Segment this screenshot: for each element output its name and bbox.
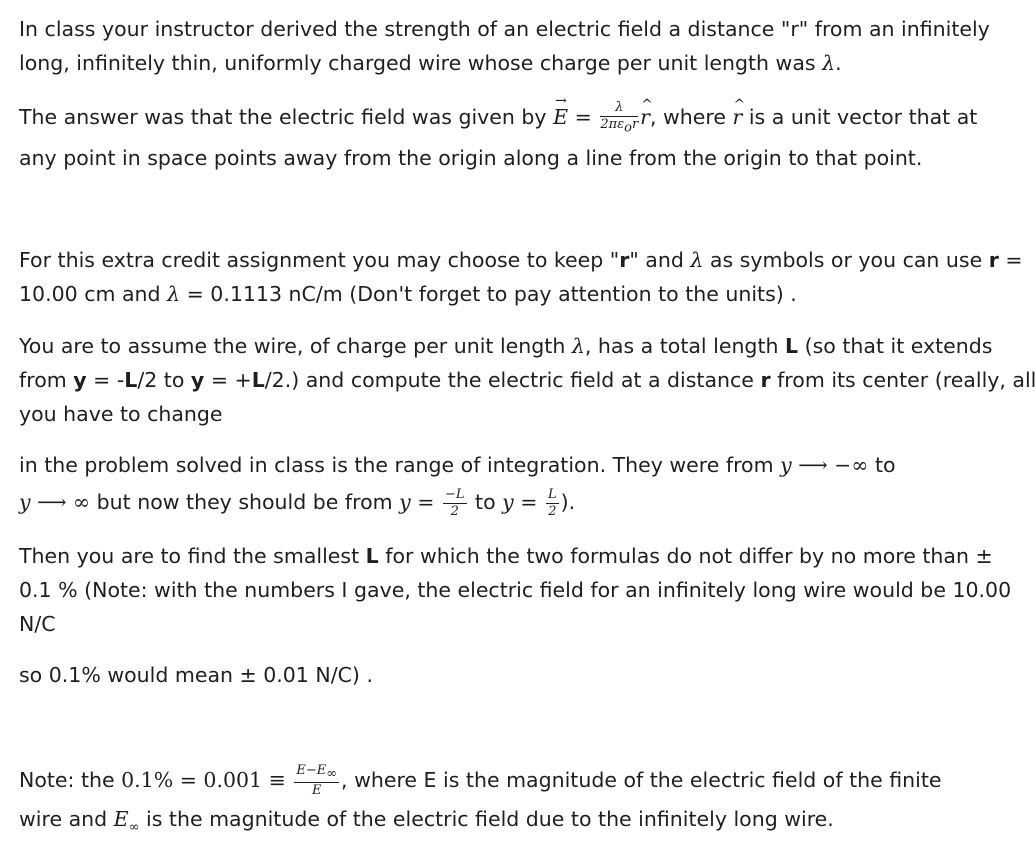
L-bold: L [785, 334, 799, 358]
p2-line1 [19, 100, 977, 135]
y-symbol: y [502, 490, 514, 514]
math-expression: 0.1% = 0.001 ≡ [121, 768, 286, 792]
fraction-denominator: E [311, 783, 322, 799]
text: , has a total length [584, 334, 779, 358]
text: , where E is the magnitude of the electric field of the finite [341, 768, 942, 792]
p3-line2 [19, 277, 797, 311]
text: In class your instructor derived the strength of an electric field a distance "r" from an infinitely [19, 17, 990, 41]
text: long, infinitely thin, uniformly charged wire whose charge per unit length was [19, 51, 816, 75]
fraction-denominator: 2 [548, 503, 557, 519]
L-bold: L [365, 544, 379, 568]
text: /2 to [137, 368, 185, 392]
L-bold: L [251, 368, 265, 392]
num-part: E−E [296, 762, 327, 778]
text: from its center (really, all [777, 368, 1036, 392]
y-symbol: y [399, 490, 411, 514]
text: is a unit vector that at [748, 105, 978, 129]
p5-line2: y ⟶ ∞ but now they should be from y = $\frac{-L}{2}$ to y = $\frac{L}{2}$ ). [19, 486, 576, 519]
p1-line2 [19, 46, 842, 80]
fraction-numerator: −L [444, 486, 465, 502]
p6-line4 [19, 658, 373, 692]
p7-line1 [19, 763, 942, 798]
L-bold: L [124, 368, 138, 392]
text: wire and [19, 807, 108, 831]
text: = [1005, 248, 1023, 272]
p6-line1 [19, 539, 993, 573]
rhat-symbol-2: ^ r [733, 100, 743, 134]
text: = 0.1113 nC/m (Don't forget to pay attention to the units) . [186, 282, 797, 306]
text: but now they should be from [96, 490, 393, 514]
y-symbol: y [780, 453, 792, 477]
text: For this extra credit assignment you may choose to keep " [19, 248, 620, 272]
den-sub: o [624, 120, 632, 136]
upper-limit-fraction [546, 488, 559, 519]
r-bold: r [619, 248, 630, 272]
text: (so that it extends [804, 334, 993, 358]
text: you have to change [19, 402, 223, 426]
text: " and [629, 248, 684, 272]
p7-line2 [19, 802, 834, 845]
field-fraction [600, 101, 638, 136]
text: for which the two formulas do not differ by no more than ± [385, 544, 993, 568]
fraction-numerator: L [548, 486, 557, 502]
text: The answer was that the electric field was given by [19, 105, 547, 129]
arrow: ⟶ [37, 490, 67, 514]
den-part: 2πε [600, 116, 625, 132]
einf-sub: ∞ [128, 820, 140, 836]
y-bold: y [190, 368, 205, 392]
r-bold: r [760, 368, 771, 392]
text: ). [560, 490, 576, 514]
text: /2.) and compute the electric field at a distance [264, 368, 754, 392]
ratio-fraction [294, 764, 339, 799]
infinity: ∞ [73, 490, 91, 514]
text: any point in space points away from the origin along a line from the origin to that point. [19, 146, 923, 170]
lambda-symbol: λ [690, 248, 704, 272]
fraction-denominator: 2 [450, 503, 459, 519]
y-bold: y [73, 368, 87, 392]
fraction-numerator [294, 764, 339, 784]
text: to [874, 453, 896, 477]
text: , where [649, 105, 726, 129]
einf-E: E [113, 807, 129, 831]
p6-line2 [19, 573, 1011, 607]
text: is the magnitude of the electric field due to the infinitely long wire. [146, 807, 834, 831]
text: . [835, 51, 842, 75]
text: = + [210, 368, 252, 392]
den-r: r [631, 116, 639, 132]
p4-line1 [19, 329, 992, 363]
p5-line1 [19, 448, 896, 482]
text: = - [93, 368, 125, 392]
text: Then you are to find the smallest [19, 544, 360, 568]
fraction-numerator: λ [600, 101, 638, 117]
p4-line2 [19, 363, 1036, 397]
p3-line1 [19, 243, 1023, 277]
fraction-denominator [600, 117, 638, 136]
equals: = [574, 105, 592, 129]
p6-line3 [19, 607, 56, 641]
y-symbol: y [19, 490, 31, 514]
p2-line2 [19, 141, 922, 175]
text: You are to assume the wire, of charge per unit length [19, 334, 566, 358]
lambda-symbol: λ [571, 334, 585, 358]
num-sub: ∞ [326, 766, 338, 782]
text: Note: the [19, 768, 115, 792]
p4-line3 [19, 397, 223, 431]
r-bold: r [988, 248, 999, 272]
rhat-symbol: ^ r [640, 100, 650, 134]
text: so 0.1% would mean ± 0.01 N/C) . [19, 663, 373, 687]
minus-infinity: −∞ [834, 453, 869, 477]
lambda-symbol: λ [167, 282, 181, 306]
einf-symbol [113, 807, 140, 836]
text: in the problem solved in class is the range of integration. They were from [19, 453, 774, 477]
arrow: ⟶ [798, 453, 828, 477]
text: as symbols or you can use [709, 248, 983, 272]
p1-line1 [19, 12, 990, 46]
text: from [19, 368, 67, 392]
lambda-symbol: λ [822, 51, 836, 75]
lower-limit-fraction [443, 488, 467, 519]
text: 10.00 cm and [19, 282, 161, 306]
text: 0.1 % (Note: with the numbers I gave, the electric field for an infinitely long wire would be 10.00 [19, 578, 1012, 602]
text: to [475, 490, 496, 514]
efield-vector: → E [553, 100, 568, 134]
text: N/C [19, 612, 56, 636]
